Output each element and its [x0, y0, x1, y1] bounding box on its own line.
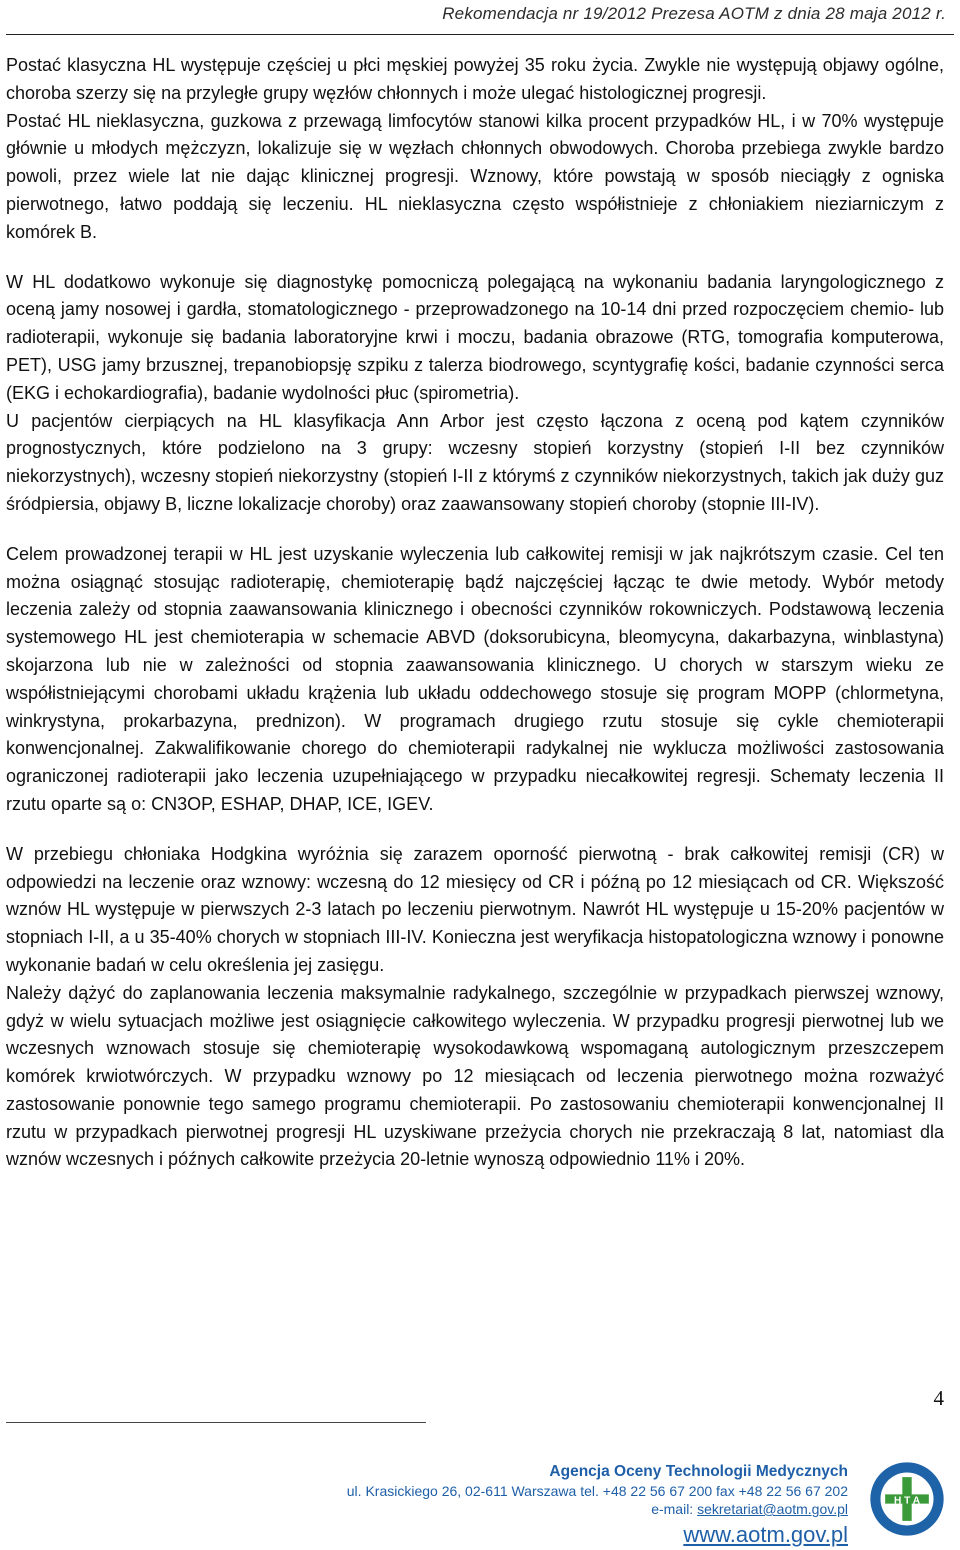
paragraph-gap: [6, 247, 944, 269]
footer: [248, 1462, 848, 1550]
footer-website-link[interactable]: www.aotm.gov.pl: [683, 1522, 848, 1547]
header-divider: [6, 34, 954, 35]
footer-email-line: [248, 1500, 848, 1518]
footer-address: ul. Krasickiego 26, 02-611 Warszawa tel. +48 22 56 67 200 fax +48 22 56 67 202: [346, 1483, 848, 1499]
paragraph-gap: [6, 819, 944, 841]
paragraph-prognostic-factors: U pacjentów cierpiących na HL klasyfikacja Ann Arbor jest często łączona z oceną pod kątem czynników prognostycznych, które podzielono na 3 grupy: wczesny stopień korzystny (stopień I-II bez czynników niekorzystnych), wczesny stopień niekorzystny (stopień I-II z którymś z czynników niekorzystnych, takich jak duży guz śródpiersia, objawy B, liczne lokalizacje choroby) oraz zaawansowany stopień choroby (stopnie III-IV).: [6, 410, 944, 514]
paragraph-diagnostics: W HL dodatkowo wykonuje się diagnostykę pomocniczą polegającą na wykonaniu badania laryngologicznego z oceną jamy nosowej i gardła, stomatologicznego - przeprowadzonego na 10-14 dni przed rozpoczęciem chemio- lub radioterapii, wykonuje się badania laboratoryjne krwi i moczu, badania obrazowe (RTG, tomografia komputerowa, PET), USG jamy brzusznej, trepanobiopsję szpiku z talerza biodrowego, scyntygrafię kości, badanie czynności serca (EKG i echokardiografia), badanie wydolności płuc (spirometria).: [6, 271, 944, 403]
paragraph-therapy-goal: Celem prowadzonej terapii w HL jest uzyskanie wyleczenia lub całkowitej remisji w jak najkrótszym czasie. Cel ten można osiągnąć stosując radioterapię, chemioterapię bądź najczęściej łącząc te dwie metody. Wybór metody leczenia zależy od stopnia zaawansowania klinicznego i obecności czynników rokowniczych. Podstawową leczenia systemowego HL jest chemioterapia w schemacie ABVD (doksorubicyna, bleomycyna, dakarbazyna, winblastyna) skojarzona lub nie w zależności od stopnia zaawansowania klinicznego. U chorych w starszym wieku ze współistniejącymi chorobami układu krążenia lub układu oddechowego stosuje się program MOPP (chlormetyna, winkrystyna, prokarbazyna, prednizon). W programach drugiego rzutu stosuje się cykle chemioterapii konwencjonalnej. Zakwalifikowanie chorego do chemioterapii radykalnej nie wyklucza możliwości zastosowania ograniczonej radioterapii jako leczenia uzupełniającego w przypadku niecałkowitej regresji. Schematy leczenia II rzutu oparte są o: CN3OP, ESHAP, DHAP, ICE, IGEV.: [6, 543, 944, 814]
footer-agency-name: Agencja Oceny Technologii Medycznych: [549, 1463, 848, 1480]
footer-divider: [6, 1422, 426, 1423]
document-header: Rekomendacja nr 19/2012 Prezesa AOTM z dnia 28 maja 2012 r.: [442, 4, 946, 23]
aotm-logo-icon: [868, 1460, 946, 1538]
page-number: 4: [933, 1386, 944, 1410]
document-body: [6, 52, 944, 1174]
logo-letters: H T A: [893, 1495, 921, 1507]
paragraph-relapse-treatment: Należy dążyć do zaplanowania leczenia maksymalnie radykalnego, szczególnie w przypadkach pierwszej wznowy, gdyż w wielu sytuacjach możliwe jest osiągnięcie całkowitego wyleczenia. W przypadku progresji pierwotnej lub we wczesnych wznowach stosuje się chemioterapię wysokodawkową wspomaganą autologicznym przeszczepem komórek krwiotwórczych. W przypadku wznowy po 12 miesiącach od leczenia pierwotnego można rozważyć zastosowanie ponownie tego samego programu chemioterapii. Po zastosowaniu chemioterapii konwencjonalnej II rzutu w przypadkach pierwotnej progresji HL uzyskiwane przeżycia chorych nie przekraczają 8 lat, natomiast dla wznów wczesnych i późnych całkowite przeżycia 20-letnie wynoszą odpowiednio 11% i 20%.: [6, 982, 944, 1170]
paragraph-relapse: W przebiegu chłoniaka Hodgkina wyróżnia się zarazem oporność pierwotną - brak całkowitej remisji (CR) w odpowiedzi na leczenie oraz wznowy: wczesną do 12 miesięcy od CR i późną po 12 miesiącach od CR. Większość wznów HL występuje w pierwszych 2-3 latach po leczeniu pierwotnym. Nawrót HL występuje u 15-20% pacjentów w stopniach I-II, a u 35-40% chorych w stopniach III-IV. Konieczna jest weryfikacja histopatologiczna wznowy i ponowne wykonanie badań w celu określenia jej zasięgu.: [6, 843, 944, 975]
paragraph-nonclassic-hl: Postać HL nieklasyczna, guzkowa z przewagą limfocytów stanowi kilka procent przypadków HL, i w 70% występuje głównie u młodych mężczyzn, lokalizuje się w węzłach chłonnych obwodowych. Choroba przebiega zwykle bardzo powoli, przez wiele lat nie dając klinicznej progresji. Wznowy, które powstają w sposób nieciągły z ogniska pierwotnego, łatwo poddają się leczeniu. HL nieklasyczna często współistnieje z chłoniakiem nieziarniczym z komórek B.: [6, 110, 944, 242]
footer-email-link[interactable]: sekretariat@aotm.gov.pl: [697, 1501, 848, 1517]
paragraph-gap: [6, 519, 944, 541]
paragraph-classic-hl: Postać klasyczna HL występuje częściej u płci męskiej powyżej 35 roku życia. Zwykle nie występują objawy ogólne, choroba szerzy się na przyległe grupy węzłów chłonnych i może ulegać histologicznej progresji.: [6, 55, 944, 103]
footer-email-label: e-mail:: [651, 1501, 698, 1517]
